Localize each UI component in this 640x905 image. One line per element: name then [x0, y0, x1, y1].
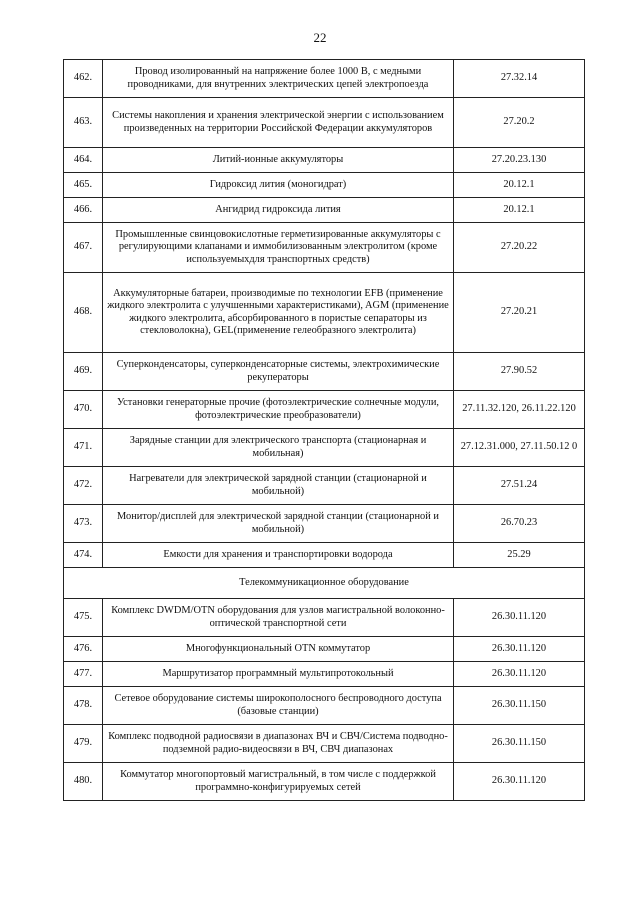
- table-row: [64, 429, 585, 467]
- table-row: [64, 173, 585, 198]
- item-name: Суперконденсаторы, суперконденсаторные системы, электрохимические рекуператоры: [103, 353, 454, 391]
- row-number: 477.: [64, 662, 103, 687]
- item-name: Многофункциональный OTN коммутатор: [103, 637, 454, 662]
- row-number: 465.: [64, 173, 103, 198]
- okpd-code: 27.90.52: [454, 353, 585, 391]
- row-number: 473.: [64, 505, 103, 543]
- row-number: 476.: [64, 637, 103, 662]
- table-row: [64, 662, 585, 687]
- okpd-code: 26.30.11.120: [454, 763, 585, 801]
- table-row: [64, 543, 585, 568]
- item-name: Промышленные свинцовокислотные герметизированные аккумуляторы с регулирующими клапанами и иммобилизованным электролитом (кроме используемыхдля транспортных средств): [103, 223, 454, 273]
- table-row: [64, 637, 585, 662]
- table-row: [64, 353, 585, 391]
- row-number: 464.: [64, 148, 103, 173]
- item-name: Гидроксид лития (моногидрат): [103, 173, 454, 198]
- okpd-code: 27.32.14: [454, 60, 585, 98]
- table-body-energy: [64, 60, 585, 568]
- table-row: [64, 725, 585, 763]
- row-number: 462.: [64, 60, 103, 98]
- okpd-code: 26.30.11.120: [454, 637, 585, 662]
- okpd-code: 27.20.2: [454, 98, 585, 148]
- equipment-table: [63, 59, 585, 801]
- row-number: 472.: [64, 467, 103, 505]
- table-row: [64, 599, 585, 637]
- table-row: [64, 60, 585, 98]
- row-number: 471.: [64, 429, 103, 467]
- table-row: [64, 98, 585, 148]
- table-row: [64, 148, 585, 173]
- table-body-telecom: [64, 599, 585, 801]
- item-name: Монитор/дисплей для электрической зарядной станции (стационарной и мобильной): [103, 505, 454, 543]
- okpd-code: 26.70.23: [454, 505, 585, 543]
- table-row: [64, 467, 585, 505]
- section-title: Телекоммуникационное оборудование: [64, 568, 585, 599]
- okpd-code: 20.12.1: [454, 198, 585, 223]
- row-number: 463.: [64, 98, 103, 148]
- okpd-code: 26.30.11.120: [454, 662, 585, 687]
- page-number: 22: [313, 30, 327, 45]
- row-number: 467.: [64, 223, 103, 273]
- okpd-code: 27.51.24: [454, 467, 585, 505]
- okpd-code: 27.20.22: [454, 223, 585, 273]
- section-header-row: [64, 568, 585, 599]
- item-name: Нагреватели для электрической зарядной станции (стационарной и мобильной): [103, 467, 454, 505]
- okpd-code: 27.20.21: [454, 273, 585, 353]
- okpd-code: 27.20.23.130: [454, 148, 585, 173]
- table-row: [64, 687, 585, 725]
- table-row: [64, 198, 585, 223]
- table-row: [64, 391, 585, 429]
- okpd-code: 26.30.11.150: [454, 725, 585, 763]
- table-row: [64, 273, 585, 353]
- row-number: 468.: [64, 273, 103, 353]
- okpd-code: 27.11.32.120, 26.11.22.120: [454, 391, 585, 429]
- okpd-code: 20.12.1: [454, 173, 585, 198]
- row-number: 475.: [64, 599, 103, 637]
- item-name: Литий-ионные аккумуляторы: [103, 148, 454, 173]
- item-name: Коммутатор многопортовый магистральный, в том числе с поддержкой программно-конфигурируемых сетей: [103, 763, 454, 801]
- okpd-code: 25.29: [454, 543, 585, 568]
- item-name: Емкости для хранения и транспортировки водорода: [103, 543, 454, 568]
- item-name: Сетевое оборудование системы широкополосного беспроводного доступа (базовые станции): [103, 687, 454, 725]
- item-name: Комплекс подводной радиосвязи в диапазонах ВЧ и СВЧ/Система подводно-подземной радио-видеосвязи в ВЧ, СВЧ диапазонах: [103, 725, 454, 763]
- item-name: Аккумуляторные батареи, производимые по технологии EFB (применение жидкого электролита с улучшенными характеристиками), AGM (применение жидкого электролита, абсорбированного в пористые сепараторы из стекловолокна), GEL(применение гелеобразного электролита): [103, 273, 454, 353]
- okpd-code: 26.30.11.150: [454, 687, 585, 725]
- row-number: 469.: [64, 353, 103, 391]
- item-name: Провод изолированный на напряжение более 1000 В, с медными проводниками, для внутренних электрических цепей электропоезда: [103, 60, 454, 98]
- row-number: 470.: [64, 391, 103, 429]
- row-number: 479.: [64, 725, 103, 763]
- row-number: 466.: [64, 198, 103, 223]
- item-name: Зарядные станции для электрического транспорта (стационарная и мобильная): [103, 429, 454, 467]
- item-name: Маршрутизатор программный мультипротокольный: [103, 662, 454, 687]
- row-number: 480.: [64, 763, 103, 801]
- item-name: Комплекс DWDM/OTN оборудования для узлов магистральной волоконно-оптической транспортной сети: [103, 599, 454, 637]
- table-section: [64, 568, 585, 599]
- okpd-code: 27.12.31.000, 27.11.50.12 0: [454, 429, 585, 467]
- okpd-code: 26.30.11.120: [454, 599, 585, 637]
- item-name: Системы накопления и хранения электрической энергии с использованием произведенных на территории Российской Федерации аккумуляторов: [103, 98, 454, 148]
- row-number: 478.: [64, 687, 103, 725]
- item-name: Ангидрид гидроксида лития: [103, 198, 454, 223]
- table-row: [64, 763, 585, 801]
- table-row: [64, 223, 585, 273]
- table-row: [64, 505, 585, 543]
- item-name: Установки генераторные прочие (фотоэлектрические солнечные модули, фотоэлектрические преобразователи): [103, 391, 454, 429]
- row-number: 474.: [64, 543, 103, 568]
